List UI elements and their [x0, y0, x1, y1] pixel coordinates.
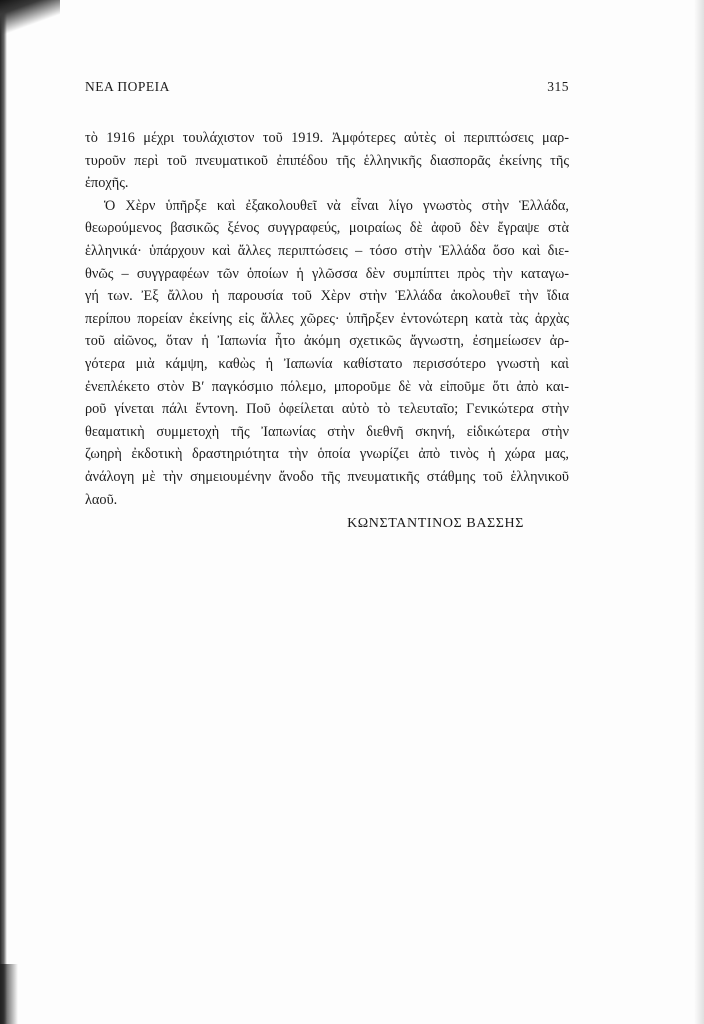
- text-line: θεαματικὴ συμμετοχὴ τῆς Ἰαπωνίας στὴν διεθνῆ σκηνή, εἰδικώτερα στὴν: [85, 423, 569, 440]
- text-line: θεωρούμενος βασικῶς ξένος συγγραφεύς, μοιραίως δὲ ἀφοῦ δὲν ἔγραψε στὰ: [85, 220, 569, 237]
- journal-title: ΝΕΑ ΠΟΡΕΙΑ: [85, 79, 170, 94]
- text-line: ἀνάλογη μὲ τὴν σημειουμένην ἄνοδο τῆς πνευματικῆς στάθμης τοῦ ἑλληνικοῦ: [85, 468, 569, 485]
- binding-shadow-bottom: [0, 964, 18, 1024]
- text-line: γή των. Ἐξ ἄλλου ἡ παρουσία τοῦ Χὲρν στὴν Ἑλλάδα ἀκολουθεῖ τὴν ἴδια: [85, 288, 569, 305]
- text-line: περίπου πορείαν ἐκείνης εἰς ἄλλες χῶρες· ὑπῆρξεν ἐντονώτερη κατὰ τὰς ἀρχὰς: [85, 310, 569, 327]
- corner-shadow: [0, 0, 60, 44]
- text-line: τοῦ αἰῶνος, ὅταν ἡ Ἰαπωνία ἦτο ἀκόμη σχετικῶς ἄγνωστη, ἐσημείωσεν ἀρ-: [85, 333, 569, 350]
- text-line: ἐποχῆς.: [85, 175, 129, 192]
- text-line: Ὁ Χὲρν ὑπῆρξε καὶ ἐξακολουθεῖ νὰ εἶναι λίγο γνωστὸς στὴν Ἑλλάδα,: [104, 197, 569, 214]
- text-line: τυροῦν περὶ τοῦ πνευματικοῦ ἐπιπέδου τῆς ἑλληνικῆς διασπορᾶς ἐκείνης τῆς: [85, 152, 569, 169]
- text-line: ἑλληνικά· ὑπάρχουν καὶ ἄλλες περιπτώσεις – τόσο στὴν Ἑλλάδα ὅσο καὶ διε-: [85, 242, 569, 259]
- text-line: λαοῦ.: [85, 491, 118, 508]
- text-line: ἐνεπλέκετο στὸν Β′ παγκόσμιο πόλεμο, μποροῦμε δὲ νὰ εἰποῦμε ὅτι ἀπὸ και-: [85, 378, 569, 395]
- text-line: ζωηρὴ ἐκδοτικὴ δραστηριότητα τὴν ὁποία γνωρίζει ἀπὸ τινὸς ἡ χώρα μας,: [85, 446, 569, 463]
- body-text: [85, 127, 569, 511]
- binding-shadow: [0, 0, 7, 1024]
- text-line: θνῶς – συγγραφέων τῶν ὁποίων ἡ γλῶσσα δὲν συμπίπτει πρὸς τὴν καταγω-: [85, 265, 569, 282]
- page-number: 315: [547, 79, 569, 94]
- page-edge-shadow: [694, 0, 704, 1024]
- text-line: γότερα μιὰ κάμψη, καθὼς ἡ Ἰαπωνία καθίστατο περισσότερο γνωστὴ καὶ: [85, 355, 569, 372]
- author-signature: ΚΩΝΣΤΑΝΤΙΝΟΣ ΒΑΣΣΗΣ: [347, 516, 524, 531]
- text-line: τὸ 1916 μέχρι τουλάχιστον τοῦ 1919. Ἀμφότερες αὐτὲς οἱ περιπτώσεις μαρ-: [85, 130, 569, 146]
- text-line: ροῦ γίνεται πάλι ἔντονη. Ποῦ ὀφείλεται αὐτὸ τὸ τελευταῖο; Γενικώτερα στὴν: [85, 401, 569, 418]
